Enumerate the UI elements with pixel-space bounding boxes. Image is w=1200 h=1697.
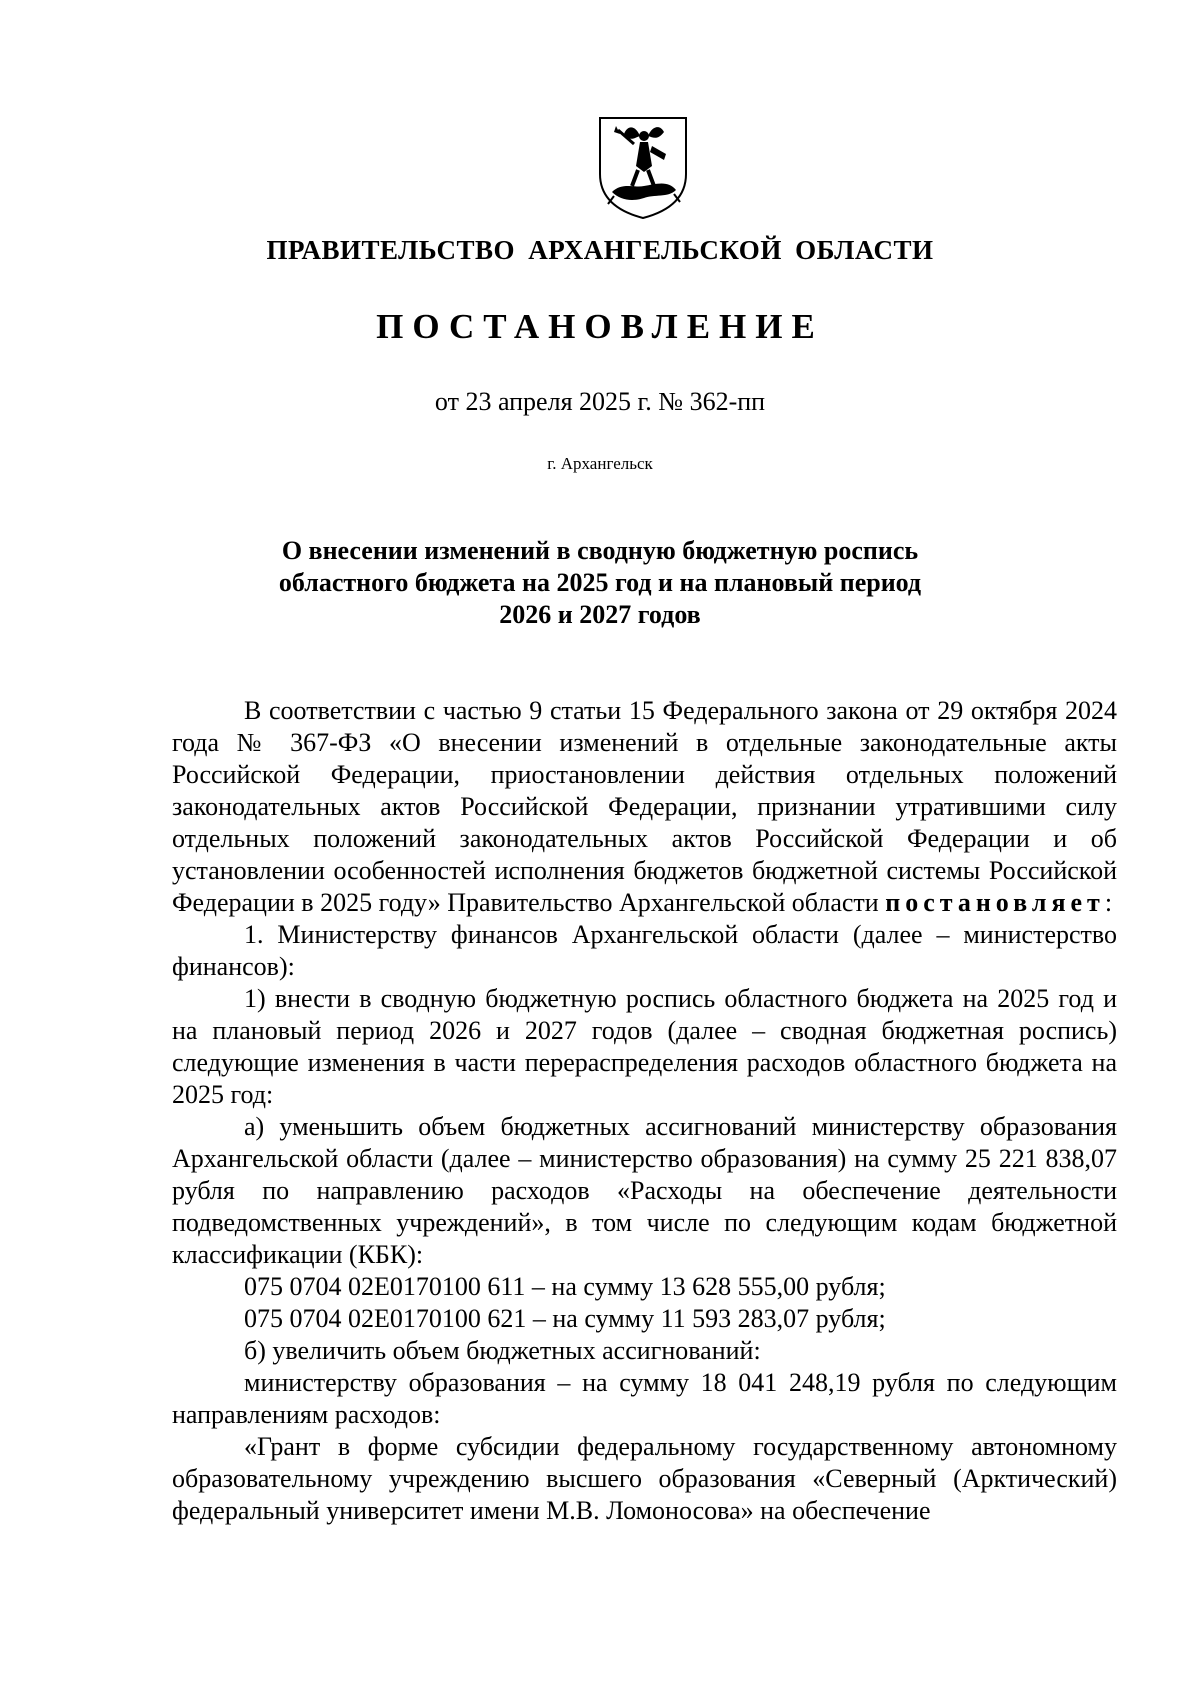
coat-of-arms-icon: [594, 114, 692, 220]
document-city: г. Архангельск: [547, 454, 653, 473]
preamble-paragraph: [172, 695, 1117, 919]
body-paragraph: 075 0704 02Е0170100 611 – на сумму 13 628 555,00 рубля;: [244, 1272, 886, 1301]
body-paragraph: а) уменьшить объем бюджетных ассигнований министерству образования Архангельской области (далее – министерство образования) на сумму 25 221 838,07 рубля по направлению расходов «Расходы на обеспечение деятельности подведомственных учреждений», в том числе по следующим кодам бюджетной классификации (КБК):: [172, 1112, 1117, 1269]
document-type: ПОСТАНОВЛЕНИЕ: [376, 307, 824, 346]
body-paragraph: 1) внести в сводную бюджетную роспись областного бюджета на 2025 год и на плановый период 2026 и 2027 годов (далее – сводная бюджетная роспись) следующие изменения в части перераспределения расходов областного бюджета на 2025 год:: [172, 984, 1117, 1109]
decree-word: постановляет: [885, 888, 1105, 917]
body-paragraph: б) увеличить объем бюджетных ассигнований:: [244, 1336, 761, 1365]
body-paragraph: министерству образования – на сумму 18 041 248,19 рубля по следующим направлениям расходов:: [172, 1368, 1117, 1429]
body-paragraph: 075 0704 02Е0170100 621 – на сумму 11 593 283,07 рубля;: [244, 1304, 886, 1333]
document-subject: О внесении изменений в сводную бюджетную роспись областного бюджета на 2025 год и на плановый период 2026 и 2027 годов: [278, 536, 922, 629]
preamble-text: В соответствии с частью 9 статьи 15 Федерального закона от 29 октября 2024 года № 367-ФЗ «О внесении изменений в отдельные законодательные акты Российской Федерации, приостановлении действия отдельных положений законодательных актов Российской Федерации, признании утратившими силу отдельных положений законодательных актов Российской Федерации и об установлении особенностей исполнения бюджетов бюджетной системы Российской Федерации в 2025 году» Правительство Архангельской области: [172, 696, 1117, 917]
body-paragraph: «Грант в форме субсидии федеральному государственному автономному образовательному учреждению высшего образования «Северный (Арктический) федеральный университет имени М.В. Ломоносова» на обеспечение: [172, 1432, 1117, 1525]
body-paragraph: 1. Министерству финансов Архангельской области (далее – министерство финансов):: [172, 920, 1117, 981]
organization-name: ПРАВИТЕЛЬСТВО АРХАНГЕЛЬСКОЙ ОБЛАСТИ: [266, 235, 934, 265]
document-date-number: от 23 апреля 2025 г. № 362-пп: [434, 387, 766, 416]
decree-colon: :: [1104, 888, 1113, 917]
document-body: [172, 695, 1117, 1527]
